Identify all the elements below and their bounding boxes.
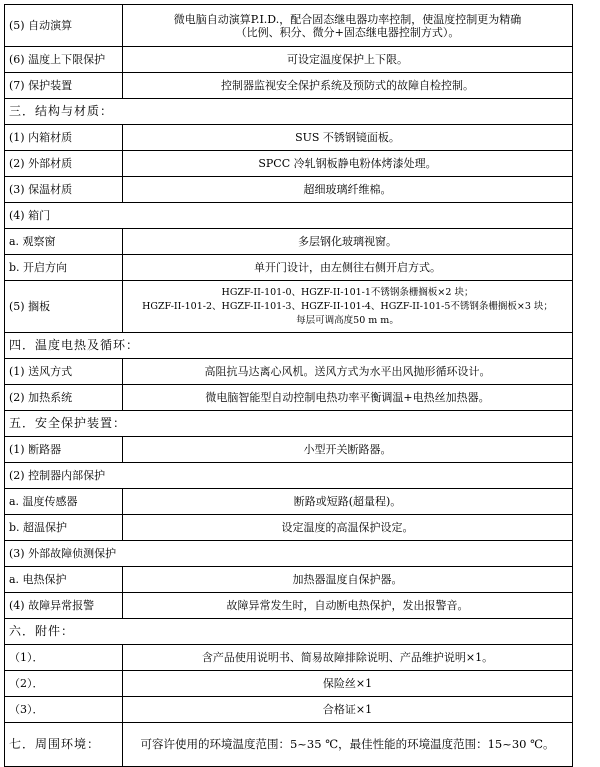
row-value: SPCC 冷轧钢板静电粉体烤漆处理。 [123, 151, 573, 177]
row-value: 故障异常发生时，自动断电热保护，发出报警音。 [123, 593, 573, 619]
section-row [5, 411, 573, 437]
row-value: 保险丝×1 [123, 671, 573, 697]
spec-row [5, 47, 573, 73]
spec-row [5, 593, 573, 619]
row-label: b. 开启方向 [5, 255, 123, 281]
spec-row [5, 489, 573, 515]
spec-table-body [5, 5, 573, 767]
row-label: (2) 控制器内部保护 [5, 463, 573, 489]
value-line: 微电脑自动演算P.I.D.，配合固态继电器功率控制，使温度控制更为精确 [173, 12, 522, 26]
spec-row [5, 203, 573, 229]
row-label: （1）． [5, 645, 123, 671]
spec-row [5, 177, 573, 203]
spec-row [5, 5, 573, 47]
row-label: （3）． [5, 697, 123, 723]
row-value: 合格证×1 [123, 697, 573, 723]
spec-row [5, 151, 573, 177]
row-value [123, 281, 573, 333]
row-label: a. 观察窗 [5, 229, 123, 255]
section-row [5, 619, 573, 645]
row-label: (4) 故障异常报警 [5, 593, 123, 619]
row-value: 超细玻璃纤维棉。 [123, 177, 573, 203]
spec-row [5, 541, 573, 567]
row-label: (1) 内箱材质 [5, 125, 123, 151]
spec-row [5, 463, 573, 489]
row-label: (2) 加热系统 [5, 385, 123, 411]
row-value: 可设定温度保护上下限。 [123, 47, 573, 73]
spec-row [5, 671, 573, 697]
spec-row [5, 697, 573, 723]
row-value: 可容许使用的环境温度范围：5~35 ℃，最佳性能的环境温度范围：15~30 ℃。 [123, 723, 573, 767]
section-row [5, 99, 573, 125]
spec-row [5, 255, 573, 281]
row-value: SUS 不锈钢镜面板。 [123, 125, 573, 151]
value-line: 每层可调高度50 m m。 [296, 314, 399, 326]
value-line: （比例、积分、微分+固态继电器控制方式）。 [235, 25, 460, 39]
spec-row [5, 229, 573, 255]
value-line: HGZF-II-101-0、HGZF-II-101-1不锈钢条栅搁板×2 块； [221, 286, 474, 298]
row-label: (2) 外部材质 [5, 151, 123, 177]
section-heading: 五．安全保护装置： [5, 411, 573, 437]
row-value [123, 5, 573, 47]
row-value: 控制器监视安全保护系统及预防式的故障自检控制。 [123, 73, 573, 99]
section-heading: 七．周围环境： [5, 723, 123, 767]
spec-row [5, 437, 573, 463]
spec-row [5, 515, 573, 541]
row-value: 含产品使用说明书、简易故障排除说明、产品维护说明×1。 [123, 645, 573, 671]
section-heading: 四．温度电热及循环： [5, 333, 573, 359]
row-value: 微电脑智能型自动控制电热功率平衡调温+电热丝加热器。 [123, 385, 573, 411]
row-label: (5) 自动演算 [5, 5, 123, 47]
row-label: a. 电热保护 [5, 567, 123, 593]
row-value: 多层钢化玻璃视窗。 [123, 229, 573, 255]
spec-table [4, 4, 573, 767]
row-label: (1) 送风方式 [5, 359, 123, 385]
row-label: （2）． [5, 671, 123, 697]
row-label: (1) 断路器 [5, 437, 123, 463]
row-value: 小型开关断路器。 [123, 437, 573, 463]
value-line: HGZF-II-101-2、HGZF-II-101-3、HGZF-II-101-4、HGZF-II-101-5不锈钢条栅搁板×3 块； [142, 300, 553, 312]
row-label: (5) 搁板 [5, 281, 123, 333]
spec-row [5, 359, 573, 385]
row-value: 高阻抗马达离心风机。送风方式为水平出风抛形循环设计。 [123, 359, 573, 385]
row-label: (6) 温度上下限保护 [5, 47, 123, 73]
row-label: b. 超温保护 [5, 515, 123, 541]
section-heading: 三．结构与材质： [5, 99, 573, 125]
row-value: 单开门设计，由左侧往右侧开启方式。 [123, 255, 573, 281]
row-label: (3) 保温材质 [5, 177, 123, 203]
section-row [5, 333, 573, 359]
row-value: 加热器温度自保护器。 [123, 567, 573, 593]
spec-row [5, 281, 573, 333]
section-heading: 六．附件： [5, 619, 573, 645]
spec-row [5, 385, 573, 411]
row-value: 设定温度的高温保护设定。 [123, 515, 573, 541]
spec-row [5, 73, 573, 99]
spec-row [5, 125, 573, 151]
row-label: (3) 外部故障侦测保护 [5, 541, 573, 567]
row-value: 断路或短路(超量程)。 [123, 489, 573, 515]
row-label: a. 温度传感器 [5, 489, 123, 515]
spec-row [5, 567, 573, 593]
row-label: (7) 保护装置 [5, 73, 123, 99]
row-label: (4) 箱门 [5, 203, 573, 229]
spec-row [5, 645, 573, 671]
spec-row [5, 723, 573, 767]
